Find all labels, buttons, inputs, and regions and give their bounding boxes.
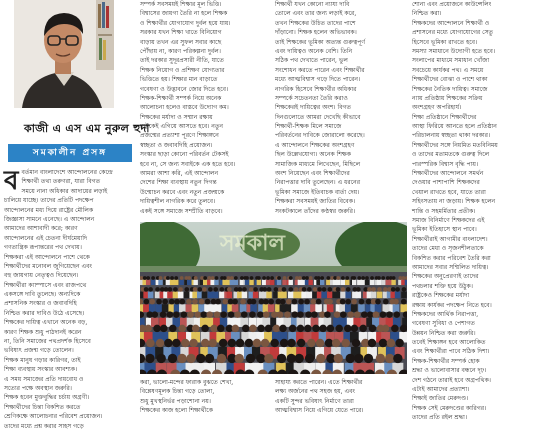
text-line: রাষ্ট্রকেও শিক্ষকের মর্যাদা [412, 292, 470, 300]
column-3-top-text [275, 0, 407, 216]
text-line: শোনা এবং প্রয়োজনে কাউন্সেলিং [412, 1, 492, 8]
text-line: না, তিনি সমাজের পথপ্রদর্শক হিসেবে [4, 338, 91, 346]
text-line: তাদের প্রতি রইল শ্রদ্ধা। [412, 414, 468, 422]
column-4-text [412, 0, 536, 423]
text-line: এবং শিক্ষার্থীরা পাবে সঠিক দিশা। [412, 348, 490, 356]
text-line: অংশগ্রহণ অপরিহার্য। [412, 104, 462, 112]
text-line: বিকশিত করার পরিবেশ তৈরি করা [412, 254, 491, 262]
text-line: নিশ্চিত করার দাবিও উঠে এসেছে। [4, 309, 85, 317]
text-line: নিরাপত্তার দাবি তুলেছেন। এ ধরনের [275, 179, 360, 187]
text-line: শিক্ষকদের আন্দোলনে শিক্ষার্থী ও [412, 19, 490, 27]
text-line: সত্যের পক্ষে অবস্থান জরুরি। [4, 384, 72, 392]
text-line: শিক্ষকরা এই আন্দোলনে পাশে থেকে [4, 253, 90, 261]
text-line: সহিংসতায় না জড়ায়। শিক্ষক হলেন [412, 198, 496, 206]
text-line: বিশ্লেষণমূলক চিন্তা গড়ে তোলা, [140, 388, 215, 396]
text-line: সংকটকালে তাঁদের কণ্ঠস্বর জরুরি। [275, 207, 356, 215]
text-line: কারণ শিক্ষক শুধু পাঠদানই করেন [4, 328, 82, 336]
text-line: তবেই শিক্ষাঙ্গন হবে আলোকিত [412, 339, 486, 347]
text-line: সাহায্য করতে পারেন। এতে শিক্ষার্থীর [275, 379, 363, 386]
text-line: সংলাপের মাধ্যমে সমাধান খোঁজা [412, 57, 490, 65]
text-line: ভূমিকা ইতিহাসে স্থান পাবে। [412, 226, 477, 234]
text-line: শিক্ষক নিয়োগ ও প্রশিক্ষণ যোগ্যতার [140, 66, 225, 74]
text-line: শিক্ষকেরই দায়িত্বের অংশ। বিগত [275, 104, 351, 112]
text-line: শান্তি ও সহমর্মিতার প্রতীক। [412, 207, 476, 215]
text-line: ও শিক্ষার্থীর যোগাযোগ দুর্বল হয়ে যায়। [140, 19, 231, 27]
text-line: পরিবর্তনের দাবিকে জোরালো করেছে। [275, 132, 365, 140]
text-line: ন্যায় প্রতিষ্ঠায় শিক্ষকের সক্রিয় [412, 94, 483, 102]
text-line: এ আন্দোলনে শিক্ষকের অংশগ্রহণ [275, 141, 355, 149]
text-line: সমস্যা সমাধানে উদ্যোগী হতে হবে। [412, 47, 495, 55]
text-line: আস্থা ফিরিয়ে আনতে হলে প্রতিষ্ঠান [412, 123, 497, 131]
text-line: প্রশাসনিক সংস্কার ও জবাবদিহি [4, 300, 77, 308]
text-line: ছিল উল্লেখযোগ্য। অনেক শিক্ষক [275, 151, 351, 159]
column-4 [412, 0, 536, 423]
text-line: শিক্ষক সেই মেরুদণ্ডের কারিগর। [412, 404, 487, 412]
text-line: শিক্ষকদের আর্থিক নিরাপত্তা, [412, 310, 479, 318]
column-banner: সমকালীন প্রসঙ্গ [8, 144, 132, 162]
protest-photo [140, 222, 407, 374]
text-line: রাষ্ট্রকেই এগিয়ে আসতে হবে। নতুন [140, 123, 223, 131]
text-line: শিক্ষার্থীদের চিন্তা বিকশিত করতে [4, 403, 81, 411]
text-line: শিক্ষার্থীরা ক্যাম্পাসে এবং রাজপথে [4, 281, 87, 289]
text-line: শিক্ষকের দায়িত্ব এখানে অনেক বড়, [4, 319, 88, 327]
text-line: শিক্ষার্থীদের মনোবল জুগিয়েছেন এবং [4, 262, 93, 270]
text-line: শিক্ষার্থীদের সঙ্গে নিয়মিত মতবিনিময় [412, 141, 498, 149]
text-line: শ্রদ্ধা ও ভালোবাসার বন্ধনে দৃঢ়। [412, 367, 487, 375]
text-line: প্রজন্মের প্রত্যাশা পূরণে শিক্ষাঙ্গনে [140, 132, 219, 140]
text-line: গবেষণা ও উদ্ভাবনে জোর দিতে হবে। [140, 85, 229, 93]
text-line: গণতান্ত্রিক রূপান্তরের পথ দেখায়। [4, 244, 82, 252]
text-line: আন্দোলনের এই চেতনা দীর্ঘমেয়াদি [4, 234, 88, 242]
text-line: করা, ভালো-মন্দের ফারাক বুঝতে শেখা, [140, 379, 234, 386]
text-line: বাড়ায় তখন এর সুফল সবার কাছে [140, 38, 222, 46]
text-line: সরকার যখন শিক্ষা খাতে বিনিয়োগ [140, 29, 222, 37]
text-line: একই সঙ্গে সমাজে সম্প্রীতি বাড়বে। [140, 207, 223, 215]
text-line: সংশোধন করতে পারেন এবং শিক্ষার্থীর [275, 66, 365, 74]
text-line: বিশ্বাসের জায়গা তৈরি না হলে শিক্ষক [140, 10, 228, 18]
text-line: মধ্যে আত্মবিশ্বাস গড়ে দিতে পারেন। [275, 76, 361, 84]
text-line: শিক্ষা ব্যবস্থায় সংস্কার আবশ্যক। [4, 366, 78, 374]
text-line: অংশ নিয়েছেন এবং শিক্ষার্থীদের [275, 170, 350, 178]
text-line: নাগরিক হিসেবে শিক্ষার্থীর অধিকার [275, 85, 357, 93]
text-line: পথচলার শক্তি হয়ে উঠুক। [412, 282, 473, 290]
text-line: রক্ষায় কার্যকর পদক্ষেপ নিতে হবে। [412, 301, 492, 309]
text-line: একটি সুন্দর ভবিষ্যৎ নির্মাণে তারা [275, 397, 354, 405]
text-line: শ্রেণিকক্ষে আলোচনার পরিবেশ প্রয়োজন। [4, 413, 103, 421]
text-line: আমাদের আশাবাদী করে; কারণ [4, 225, 78, 233]
text-line: শিক্ষকরা সবসময়ই জাতির বিবেক। [275, 198, 356, 206]
text-line: স্বচ্ছতা ও জবাবদিহি প্রয়োজন। [140, 141, 213, 149]
text-line: শিক্ষার্থী তথা তরুণরা, যারা বিগত [21, 178, 101, 186]
text-line: বহু জায়গায় নেতৃত্বও দিয়েছেন। [4, 272, 79, 280]
text-line: ভূমিকা সমাজে ইতিবাচক বার্তা দেয়। [275, 188, 360, 196]
text-line: সঠিক পথ দেখাতে পারেন, ভুল [275, 57, 348, 65]
text-line: আমাদের সবার সম্মিলিত দায়িত্ব। [412, 263, 489, 271]
text-line: তোলে এবং তার জন্য লড়াই করে, [275, 10, 357, 18]
text-line: উন্নয়ন নিশ্চিত করা জরুরি। [412, 329, 476, 337]
text-line: সময়ে নানা অধিকার আদায়ের লড়াই [21, 187, 108, 195]
text-line: শিক্ষকের কাজ হলো শিক্ষার্থীকে [140, 407, 213, 415]
text-line: এবং দায়িত্বও অনেক বেশি। তিনি [275, 47, 353, 55]
text-line: শিক্ষার্থীদের বোঝা ও পাশে থাকা [412, 76, 488, 84]
column-2-bottom [140, 378, 268, 416]
text-line: লক্ষ্য অর্জনের পথ সহজ হয়, এবং [275, 388, 355, 396]
text-line: খেয়াল রাখতে হবে, যাতে তারা [412, 188, 486, 196]
text-line: জিজ্ঞাসা সামনে এনেছে। এ আন্দোলন [4, 215, 95, 223]
text-line: আন্দোলনের মধ্য দিয়ে রাষ্ট্রের মৌলিক [4, 206, 94, 214]
text-line: চালিয়ে যাচ্ছে। তাদের প্রতিটি পদক্ষেপ [4, 197, 94, 205]
column-2-top [140, 0, 268, 216]
text-line: তাই দরকার সুদূরপ্রসারী নীতি, যাতে [140, 57, 224, 65]
text-line: শিক্ষকের অনুপ্রেরণাই তাদের [412, 273, 479, 281]
text-line: শিক্ষক হবেন মুক্তবুদ্ধির চর্চায় অগ্রণী। [4, 394, 90, 402]
column-3-top [275, 0, 407, 216]
text-line: তাদের মেধা ও সৃজনশীলতাকে [412, 245, 484, 253]
text-line: বর্তমান বাংলাদেশে আন্দোলনের কেন্দ্রে [21, 169, 113, 176]
text-line: সংস্কার ছাড়া কোনো পরিবর্তন টেকসই [140, 151, 229, 159]
column-3-bottom [275, 378, 407, 416]
text-line: দেশ গঠনে তারাই হবে অগ্রপথিক। [412, 376, 491, 384]
text-line: আলোচনা হলেও বাস্তবে উদ্যোগ কম। [140, 104, 229, 112]
column-2-top-text [140, 0, 268, 216]
text-line: শুধু মুখস্থনির্ভর পড়াশোনা নয়। [140, 397, 211, 405]
text-line: শিক্ষকের নৈতিক দায়িত্ব। সমাজে [412, 85, 488, 93]
text-line: দিনগুলোতে আমরা দেখেছি কীভাবে [275, 113, 361, 121]
text-line: ও তাদের মতামতকে গুরুত্ব দিলে [412, 151, 490, 159]
text-line: ভিত্তিতে হয়। শিক্ষার মান বাড়াতে [140, 76, 218, 84]
text-line: শিক্ষকের মর্যাদা ও সম্মান রক্ষায় [140, 113, 213, 121]
column-1 [4, 168, 132, 431]
text-line: আত্মবিশ্বাস নিয়ে এগিয়ে যেতে পারে। [275, 407, 364, 415]
text-line: তাই শিক্ষকের ভূমিকা অত্যন্ত গুরুত্বপূর্ণ [275, 38, 365, 46]
text-line: নিশ্চিত করা। [412, 10, 442, 18]
text-line: গবেষণা সুবিধা ও পেশাগত [412, 320, 475, 328]
text-line: এটাই আমাদের প্রত্যাশা। [412, 386, 470, 394]
text-line: উন্মোচন করবে এবং নতুন প্রজন্মকে [140, 188, 225, 196]
text-line: সম্পর্ক সবসময়ই শিক্ষার মূল ভিত্তি। [140, 1, 222, 8]
text-line: ভবিষ্যৎ প্রজন্ম গড়ে তোলেন। [4, 347, 74, 355]
text-line: পারস্পরিক বিশ্বাস বৃদ্ধি পায়। [412, 160, 479, 168]
text-line: শিক্ষার্থী-শিক্ষক মিলে সমাজে [275, 123, 342, 131]
text-line: শিক্ষক মানুষ গড়ার কারিগর, তাই [4, 356, 81, 364]
text-line: শিক্ষার্থীরাই আগামীর বাংলাদেশ। [412, 235, 488, 243]
text-line: পৌঁছায় না, কারণ পরিকল্পনা দুর্বল। [140, 47, 221, 55]
text-line: হবে না, সে জন্য সবাইকে এক হতে হবে। [140, 160, 236, 168]
dropcap: ব [4, 166, 19, 196]
text-line: শিক্ষক-শিক্ষার্থী সম্পর্ক নিয়ে অনেক [140, 94, 222, 102]
text-line: দায়িত্বশীল নাগরিক করে তুলবে। [140, 198, 216, 206]
text-line: একসঙ্গে দাবি তুলেছে। অন্যদিকে [4, 291, 81, 299]
photo-watermark: সমকাল [220, 231, 285, 256]
text-line: সমাজ বিনির্মাণে শিক্ষকদের এই [412, 216, 485, 224]
column-3-bottom-text [275, 378, 407, 416]
column-1-text [4, 168, 132, 431]
text-line: শিক্ষাই জাতির মেরুদণ্ড। [412, 395, 469, 403]
text-line: তাদের মধ্যে প্রশ্ন করার সাহস গড়ে [4, 422, 84, 430]
text-line: আমরা আশা করি, এই আন্দোলন [140, 170, 219, 178]
text-line: সম্পর্কে সচেতনতা তৈরি করাও [275, 94, 348, 102]
text-line: তখন শিক্ষকের উচিত তাদের পাশে [275, 19, 356, 27]
column-2-bottom-text [140, 378, 268, 416]
text-line: শিক্ষার্থীদের আন্দোলনে সমর্থন [412, 170, 484, 178]
text-line: দেওয়ার পাশাপাশি শিক্ষকদের [412, 179, 480, 187]
text-line: দাঁড়ানো। শিক্ষক হলেন অভিভাবক। [275, 29, 357, 37]
text-line: সামাজিক মাধ্যমে লিখেছেন, মিছিলে [275, 160, 361, 168]
text-line: শিক্ষা প্রতিষ্ঠানে শিক্ষার্থীদের [412, 113, 477, 121]
text-line: এ সময় সমাজের প্রতি দায়বোধ ও [4, 375, 84, 383]
text-line: পরিচালনায় স্বচ্ছতা থাকা দরকার। [412, 132, 491, 140]
text-line: শিক্ষার্থী যখন কোনো ন্যায্য দাবি [275, 1, 350, 8]
text-line: দেশের শিক্ষা ব্যবস্থায় নতুন দিগন্ত [140, 179, 217, 187]
author-photo [14, 0, 114, 108]
text-line: শিক্ষক-শিক্ষার্থীর সম্পর্ক হোক [412, 357, 480, 365]
text-line: হিসেবে ভূমিকা রাখতে হবে। [412, 38, 478, 46]
author-name: কাজী এ এস এম নুরুল হুদা [24, 122, 150, 135]
text-line: সবচেয়ে কার্যকর পথ। এ সময়ে [412, 66, 484, 74]
text-line: প্রশাসনের মধ্যে যোগাযোগের সেতু [412, 29, 494, 37]
